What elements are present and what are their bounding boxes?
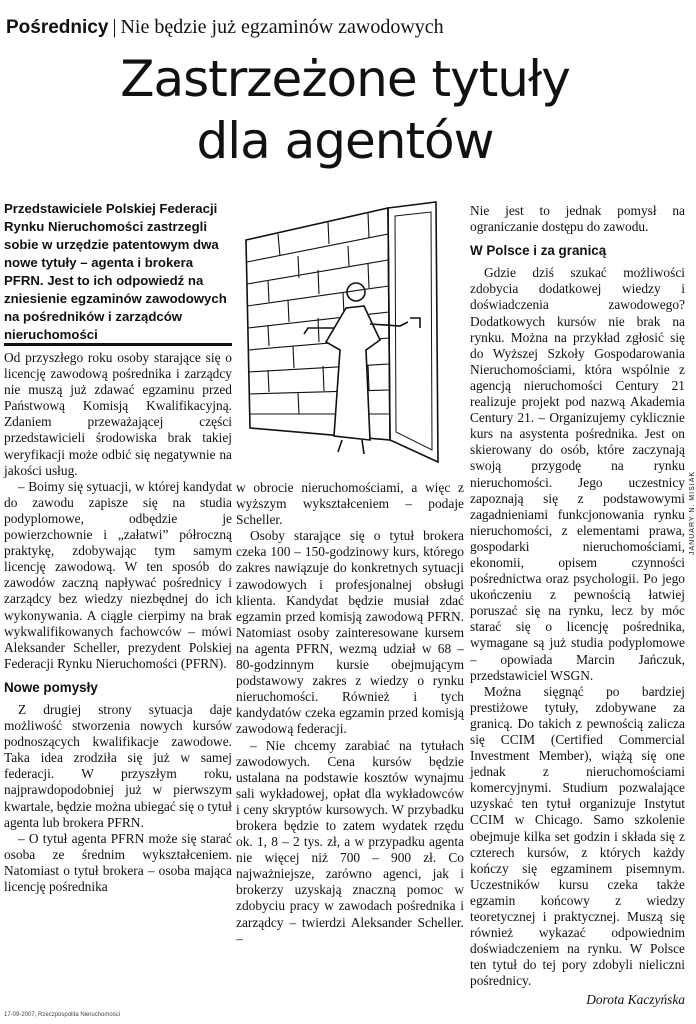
body-paragraph: Z drugiej strony sytuacja daje możliwość stworzenia nowych kursów podnoszących kwalifikacje zawodowe. Taka idea zrodziła się już w samej federacji. W przyszłym roku, najprawdopodobniej już w pierwszym kwartale, będzie można ubiegać się o tytuł agenta lub brokera PFRN.	[4, 701, 232, 830]
body-paragraph: – Nie chcemy zarabiać na tytułach zawodowych. Cena kursów będzie ustalana na podstawie kosztów wynajmu sali wykładowej, opłat dla wykładowców i ceny skryptów kursowych. W przybadku brokera będzie to zatem wydatek rzędu ok. 1, 8 – 2 tys. zł, a w przypadku agenta nie więcej niż 700 – 900 zł. Co najważniejsze, zarówno agenci, jak i brokerzy uzyskają znaczną pomoc w zdobyciu pracy w zawodach pośrednika i zarządcy – twierdzi Aleksander Scheller. –	[236, 737, 464, 946]
lead-divider	[4, 343, 232, 346]
illustration-credit: JANUARY N. MISIAK	[689, 470, 696, 555]
body-paragraph: Od przyszłego roku osoby starające się o licencję zawodową pośrednika i zarządcy nie muszą już zdawać egzaminu przed Państwową Komisją Kwalifikacyjną. Zdaniem przeważającej części przedstawicieli środowiska brak takiej weryfikacji może odbić się negatywnie na jakości usług.	[4, 350, 232, 478]
column-3	[470, 203, 685, 1008]
body-paragraph: – O tytuł agenta PFRN może się starać osoba ze średnim wykształceniem. Natomiast o tytuł brokera – osoba mająca licencję pośrednika	[4, 830, 232, 894]
author-signature: Dorota Kaczyńska	[586, 991, 685, 1007]
kicker	[6, 16, 444, 39]
body-paragraph: Gdzie dziś szukać możliwości zdobycia dodatkowej wiedzy i doświadczenia zawodowego? Dodatkowych kursów nie brak na rynku. Można na przykład zgłosić się do Wyższej Szkoły Gospodarowania Nieruchomościami, która wspólnie z agencją nieruchomości Century 21 realizuje projekt pod nazwą Akademia Century 21. – Organizujemy cyklicznie kurs na asystenta pośrednika. Jest on skierowany do osób, które zaczynają swoją przygodę na rynku nieruchomości. Jego uczestnicy zapoznają się z podstawowymi zagadnieniami funkcjonowania rynku nieruchomości, z elementami prawa, gospodarki nieruchomościami, ekonomii, opisem czynności pośrednictwa oraz psychologii. Po jego ukończeniu z pewnością łatwiej poruszać się na rynku, lecz by móc starać się o licencję pośrednika, wymagane są już studia podyplomowe – opowiada Marcin Jańczuk, przedstawiciel WSGN.	[470, 265, 685, 683]
section-label: Pośrednicy	[6, 17, 109, 38]
lead-paragraph: Przedstawiciele Polskiej Federacji Rynku Nieruchomości zastrzegli sobie w urzędzie patentowym dwa nowe tytuły – agenta i brokera PFRN. Jest to ich odpowiedź na zniesienie egzaminów zawodowych na pośredników i zarządców nieruchomości	[4, 201, 227, 342]
door-illustration	[238, 200, 466, 472]
headline	[0, 48, 690, 172]
headline-line-2: dla agentów	[196, 112, 494, 170]
column-1	[4, 350, 232, 895]
body-paragraph: – Boimy się sytuacji, w której kandydat do zawodu zapisze się na studia podyplomowe, odbędzie je powierzchownie i „załatwi” półroczną praktykę, zdobywając tym samym licencję zawodową. W ten sposób do zawodów zaczną napływać pośrednicy i zarządcy bez wiedzy niezbędnej do ich wykonywania. A ciągle cierpimy na brak wykwalifikowanych fachowców – mówi Aleksander Scheller, prezydent Polskiej Federacji Rynku Nieruchomości (PFRN).	[4, 478, 232, 671]
subheading-poland-abroad: W Polsce i za granicą	[470, 243, 607, 259]
body-paragraph: Można sięgnąć po bardziej prestiżowe tytuły, zdobywane za granicą. Do takich z pewnością zalicza się CCIM (Certified Commercial Investment Member), wiążą się one jednak z nieruchomościami komercyjnymi. Studium pozwalające uzyskać ten tytuł organizuje Instytut CCIM w Chicago. Samo szkolenie obejmuje kilka set godzin i składa się z czterech kursów, z których każdy kończy się egzaminem pisemnym. Uczestników kursu czeka także egzamin końcowy z wiedzy teoretycznej i praktycznej. Muszą się również wykazać odpowiednim doświadczeniem na rynku. W Polsce ten tytuł do tej pory zdobyli nieliczni pośrednicy.	[470, 683, 685, 989]
subheading-new-ideas: Nowe pomysły	[4, 679, 98, 695]
body-paragraph: Nie jest to jednak pomysł na ograniczanie dostępu do zawodu.	[470, 203, 685, 235]
source-footer: 17-09-2007, Rzeczpospolita Nieruchomości	[4, 1012, 121, 1018]
headline-line-1: Zastrzeżone tytuły	[120, 50, 570, 108]
kicker-topic: Nie będzie już egzaminów zawodowych	[120, 16, 444, 38]
body-paragraph: Osoby starające się o tytuł brokera czeka 100 – 150-godzinowy kurs, którego zakres nawiązuje do konkretnych sytuacji zawodowych i profesjonalnej obsługi klienta. Kandydat będzie musiał zdać egzamin przed komisją zawodową PFRN. Natomiast osoby zainteresowane kursem na agenta PFRN, wezmą udział w 68 – 80-godzinnym kursie obejmującym podstawowy zakres z wiedzy o rynku nieruchomości. Również i tych kandydatów czeka egzamin przed komisją zawodową federacji.	[236, 528, 464, 737]
body-paragraph: w obrocie nieruchomościami, a więc z wyższym wykształceniem – podaje Scheller.	[236, 480, 464, 528]
kicker-separator: |	[112, 16, 117, 38]
column-2	[236, 480, 464, 947]
